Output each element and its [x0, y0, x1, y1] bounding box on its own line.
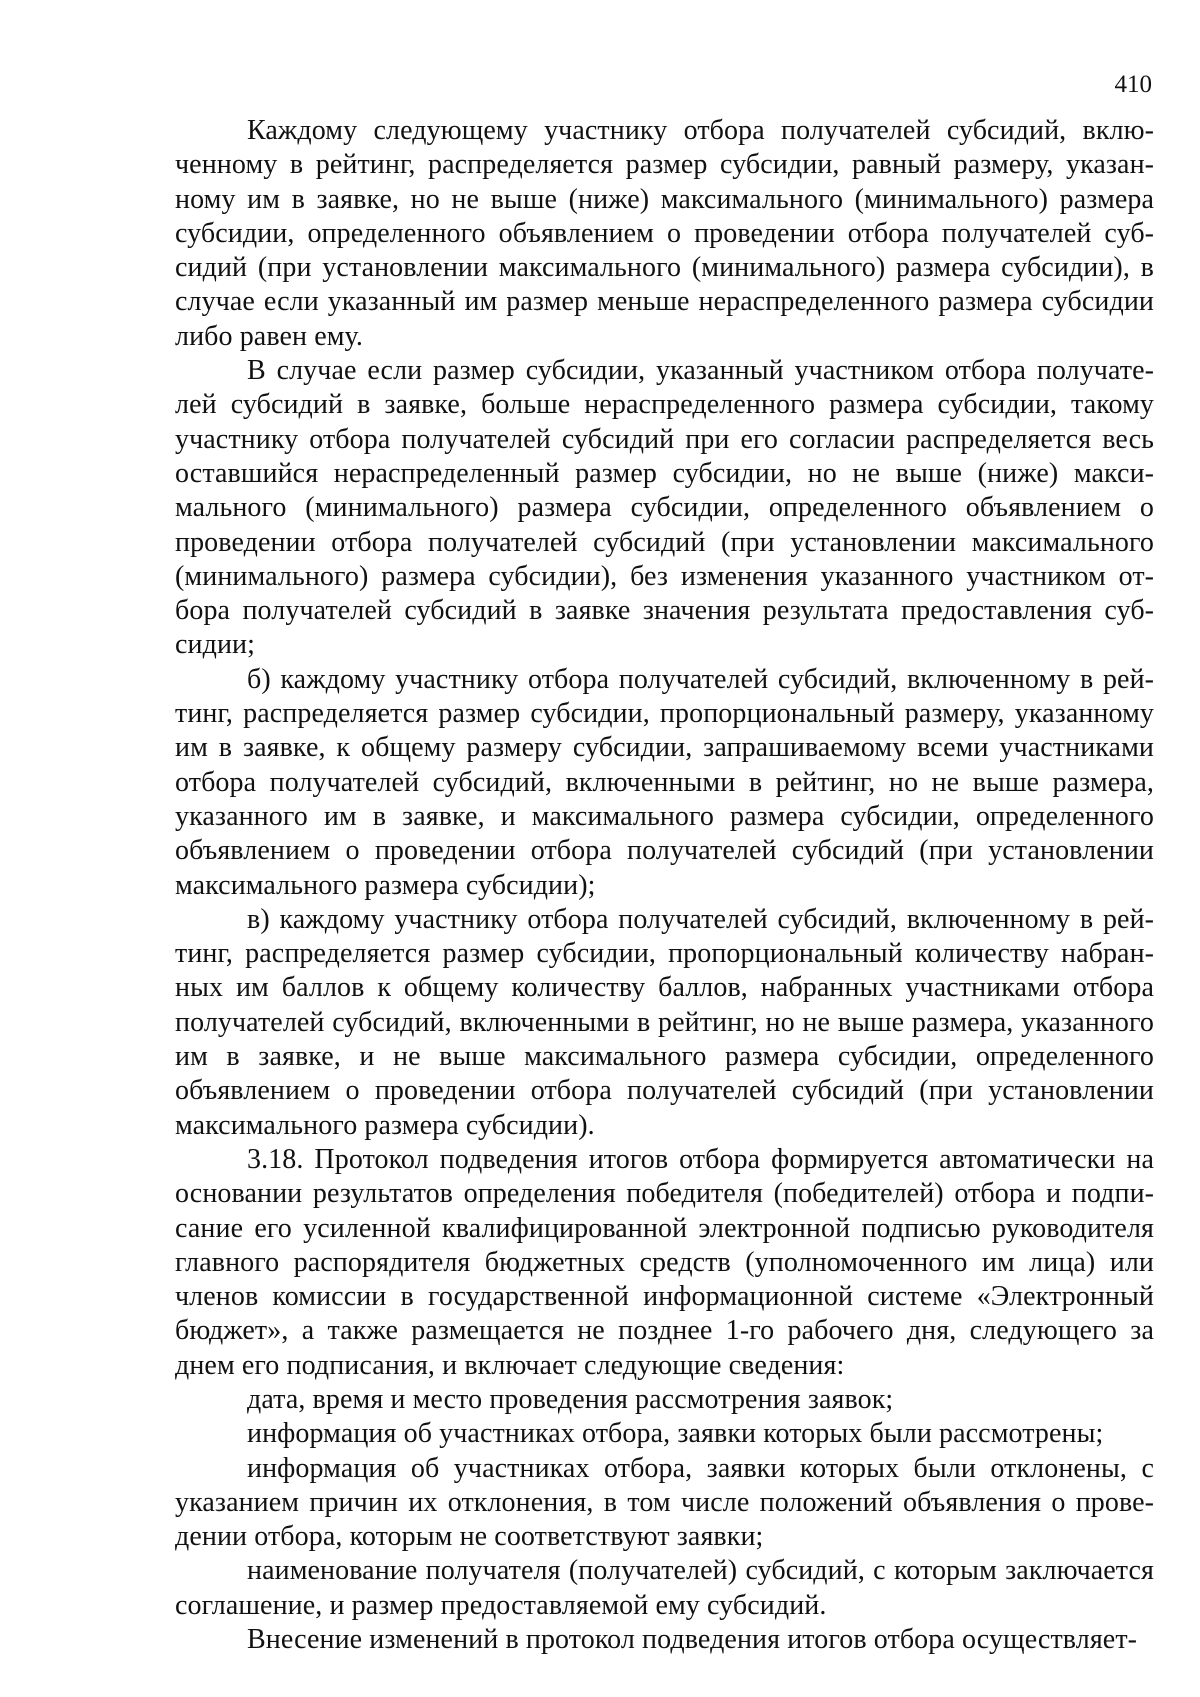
paragraph: 3.18. Протокол подведения итогов отбора формируется автоматически на основании результатов определения победителя (победителей) отбора и подписание его усиленной квалифицированной электронной подписью руководителя главного распорядителя бюджетных средств (уполномоченного им лица) или членов комиссии в государственной информационной системе «Электронный бюджет», а также размещается не позднее 1-го рабочего дня, следующего за днем его подписания, и включает следующие сведения: — [175, 1143, 1154, 1381]
paragraph: В случае если размер субсидии, указанный участником отбора получателей субсидий в заявке, больше нераспределенного размера субсидии, такому участнику отбора получателей субсидий при его согласии распределяется весь оставшийся нераспределенный размер субсидии, но не выше (ниже) максимального (минимального) размера субсидии, определенного объявлением о проведении отбора получателей субсидий (при установлении максимального (минимального) размера субсидии), без изменения указанного участником отбора получателей субсидий в заявке значения результата предоставления субсидии; — [175, 355, 1154, 661]
list-item: информация об участниках отбора, заявки которых были отклонены, с указанием причин их отклонения, в том числе положений объявления о проведении отбора, которым не соответствуют заявки; — [175, 1452, 1154, 1553]
list-item: информация об участниках отбора, заявки которых были рассмотрены; — [247, 1418, 1104, 1450]
list-item: дата, время и место проведения рассмотрения заявок; — [247, 1383, 894, 1415]
paragraph: Внесение изменений в протокол подведения итогов отбора осуществляет- — [247, 1624, 1138, 1656]
list-item: наименование получателя (получателей) субсидий, с которым заключается соглашение, и размер предоставляемой ему субсидий. — [175, 1555, 1154, 1621]
paragraph: в) каждому участнику отбора получателей субсидий, включенному в рейтинг, распределяется размер субсидии, пропорциональный количеству набранных им баллов к общему количеству баллов, набранных участниками отбора получателей субсидий, включенными в рейтинг, но не выше размера, указанного им в заявке, и не выше максимального размера субсидии, определенного объявлением о проведении отбора получателей субсидий (при установлении максимального размера субсидии). — [175, 903, 1154, 1141]
document-body — [175, 114, 1154, 1657]
paragraph: б) каждому участнику отбора получателей субсидий, включенному в рейтинг, распределяется размер субсидии, пропорциональный размеру, указанному им в заявке, к общему размеру субсидии, запрашиваемому всеми участниками отбора получателей субсидий, включенными в рейтинг, но не выше размера, указанного им в заявке, и максимального размера субсидии, определенного объявлением о проведении отбора получателей субсидий (при установлении максимального размера субсидии); — [175, 663, 1154, 901]
paragraph: Каждому следующему участнику отбора получателей субсидий, включенному в рейтинг, распределяется размер субсидии, равный размеру, указанному им в заявке, но не выше (ниже) максимального (минимального) размера субсидии, определенного объявлением о проведении отбора получателей субсидий (при установлении максимального (минимального) размера субсидии), в случае если указанный им размер меньше нераспределенного размера субсидии либо равен ему. — [175, 115, 1154, 352]
page-number: 410 — [1114, 71, 1152, 98]
